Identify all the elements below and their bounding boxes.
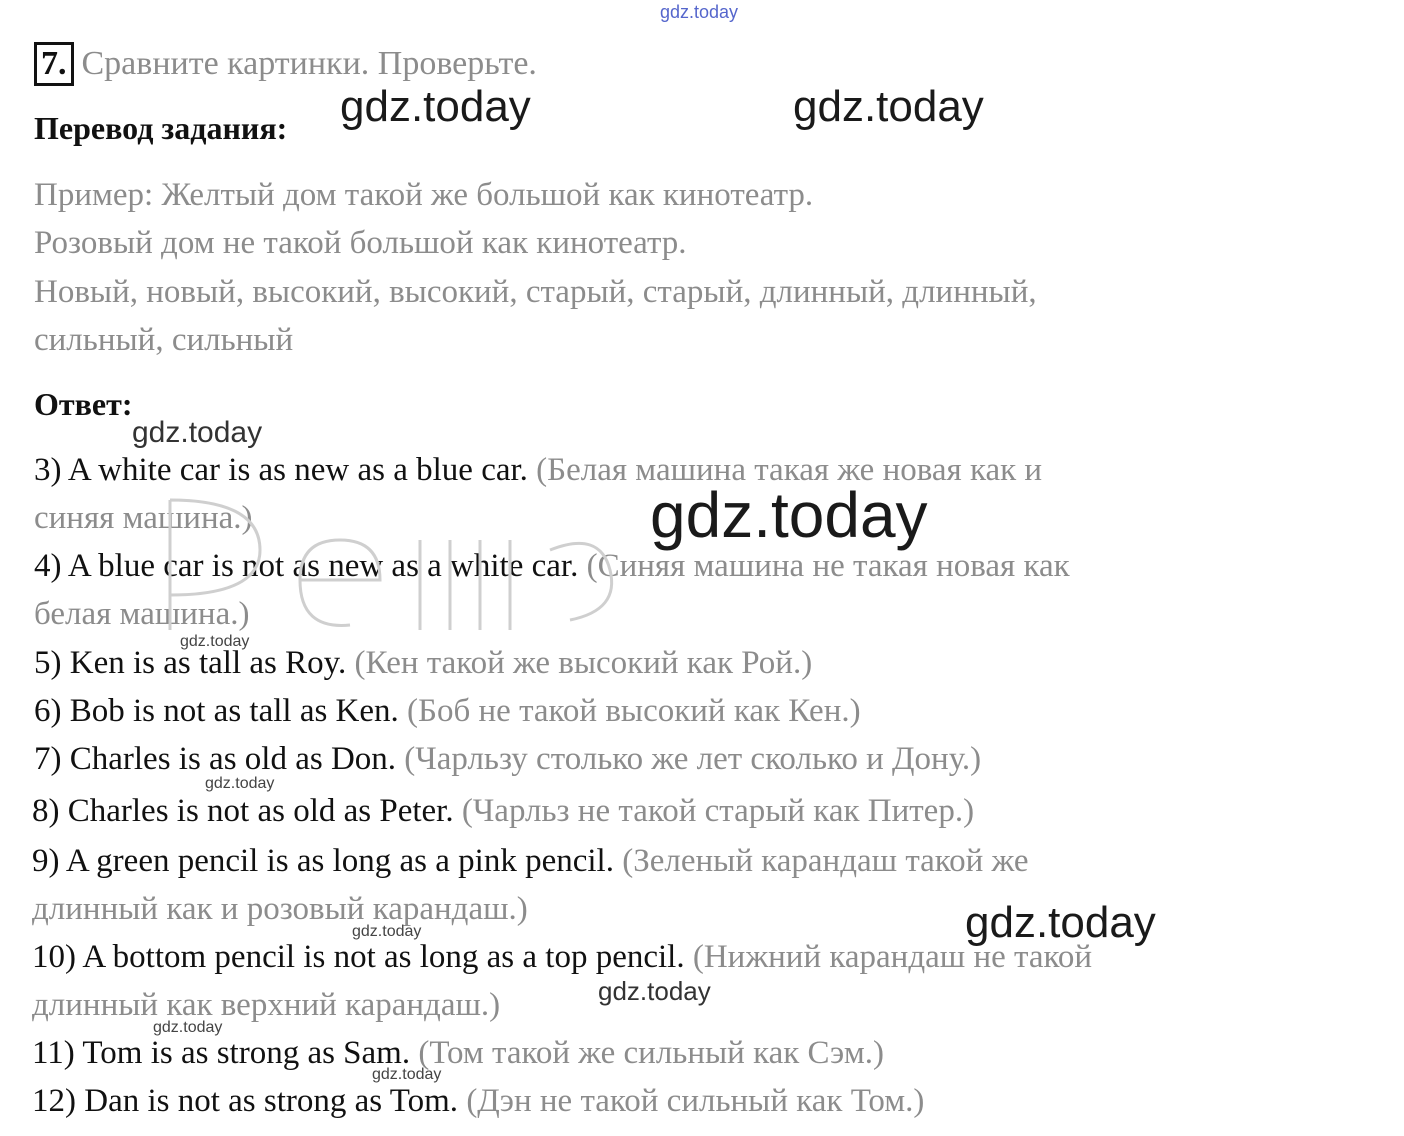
answer-en: 7) Charles is as old as Don.	[34, 741, 397, 777]
watermark-text: gdz.today	[340, 82, 531, 131]
answer-item	[34, 546, 1070, 586]
answer-ru-cont: белая машина.)	[34, 596, 250, 632]
translation-line: Розовый дом не такой большой как кинотеатр.	[34, 225, 687, 261]
answer-en: 3) A white car is as new as a blue car.	[34, 452, 528, 488]
answer-item	[32, 937, 1092, 977]
answer-ru: (Боб не такой высокий как Кен.)	[407, 693, 861, 729]
answer-item	[34, 739, 981, 779]
answer-ru: (Дэн не такой сильный как Том.)	[466, 1083, 925, 1119]
answer-ru: (Том такой же сильный как Сэм.)	[418, 1035, 884, 1071]
answer-ru: (Чарльзу столько же лет сколько и Дону.)	[404, 741, 982, 777]
answer-item	[34, 691, 861, 731]
answer-en: 10) A bottom pencil is not as long as a top pencil.	[32, 939, 685, 975]
task-number: 7.	[34, 42, 74, 86]
answer-en: 6) Bob is not as tall as Ken.	[34, 693, 399, 729]
answer-item	[32, 791, 974, 831]
answer-heading: Ответ:	[34, 386, 133, 422]
watermark-text: gdz.today	[205, 775, 275, 792]
translation-line: сильный, сильный	[34, 322, 294, 358]
answer-item	[32, 1033, 884, 1073]
answer-en: 12) Dan is not as strong as Tom.	[32, 1083, 459, 1119]
answer-en: 5) Ken is as tall as Roy.	[34, 645, 347, 681]
watermark-text: gdz.today	[372, 1066, 442, 1083]
task-text: Сравните картинки. Проверьте.	[81, 45, 537, 82]
answer-item	[34, 450, 1042, 490]
answer-ru: (Кен такой же высокий как Рой.)	[354, 645, 813, 681]
watermark-text: gdz.today	[132, 416, 263, 449]
watermark-text: gdz.today	[352, 923, 422, 940]
translation-line: Новый, новый, высокий, высокий, старый, старый, длинный, длинный,	[34, 274, 1037, 310]
answer-en: 4) A blue car is not as new as a white car.	[34, 548, 579, 584]
watermark-text: gdz.today	[660, 2, 739, 22]
answer-item	[34, 643, 812, 683]
answer-en: 11) Tom is as strong as Sam.	[32, 1035, 411, 1071]
translation-heading: Перевод задания:	[34, 110, 288, 146]
answer-ru: (Чарльз не такой старый как Питер.)	[461, 793, 975, 829]
answer-ru: (Нижний карандаш не такой	[692, 939, 1092, 975]
answer-en: 8) Charles is not as old as Peter.	[32, 793, 454, 829]
watermark-text: gdz.today	[965, 898, 1156, 947]
translation-line: Пример: Желтый дом такой же большой как кинотеатр.	[34, 177, 814, 213]
answer-ru-cont: длинный как верхний карандаш.)	[32, 987, 501, 1023]
watermark-text: gdz.today	[180, 633, 250, 650]
answer-item	[32, 841, 1029, 881]
task-line	[34, 42, 537, 86]
answer-ru: (Синяя машина не такая новая как	[586, 548, 1070, 584]
answer-ru: (Белая машина такая же новая как и	[536, 452, 1043, 488]
answer-en: 9) A green pencil is as long as a pink pencil.	[32, 843, 614, 879]
answer-ru-cont: синяя машина.)	[34, 500, 253, 536]
watermark-text: gdz.today	[793, 82, 984, 131]
answer-item	[32, 1081, 924, 1121]
answer-ru: (Зеленый карандаш такой же	[622, 843, 1029, 879]
watermark-text: gdz.today	[598, 976, 711, 1006]
watermark-text: gdz.today	[650, 479, 928, 551]
answer-ru-cont: длинный как и розовый карандаш.)	[32, 891, 528, 927]
watermark-text: gdz.today	[153, 1019, 223, 1036]
